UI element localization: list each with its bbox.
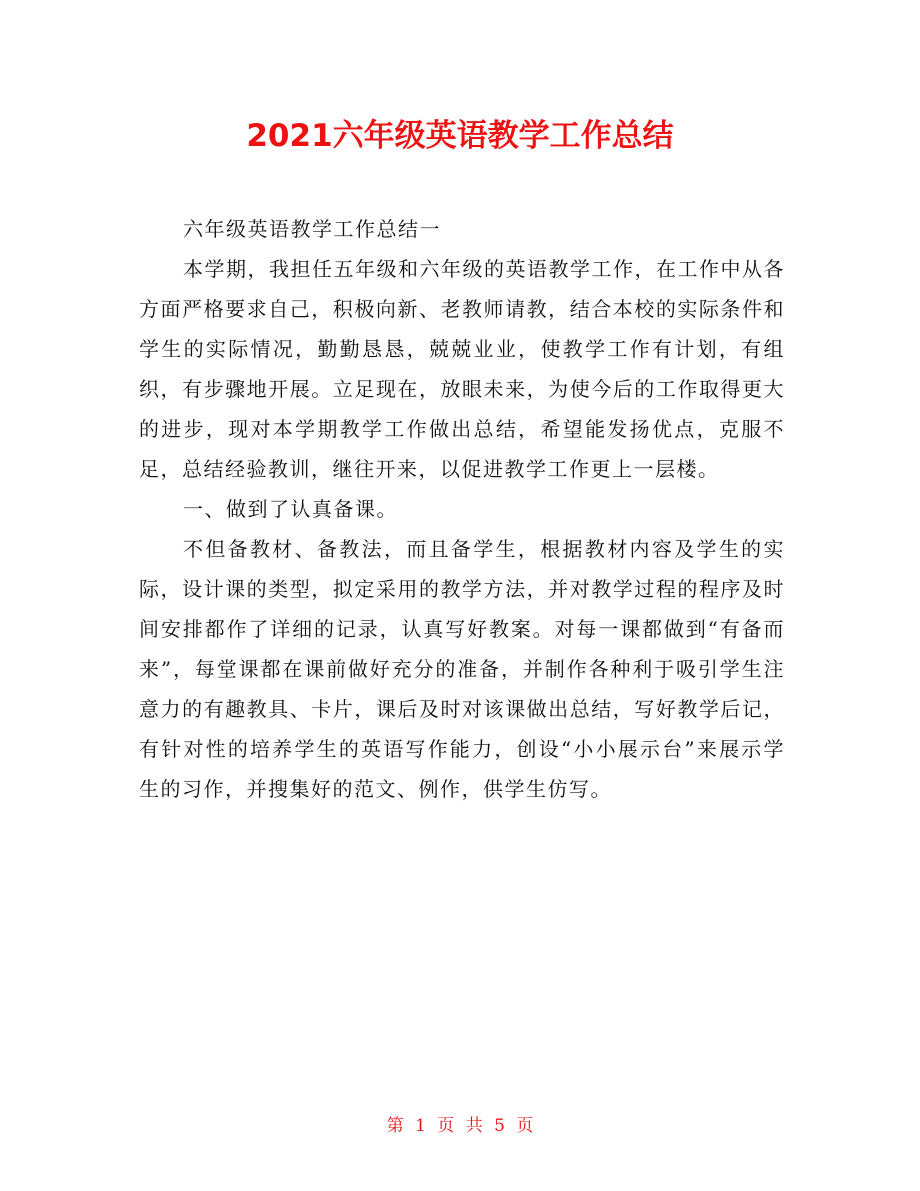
intro-paragraph: 本学期，我担任五年级和六年级的英语教学工作，在工作中从各方面严格要求自己，积极向新、老教师请教，结合本校的实际条件和学生的实际情况，勤勤恳恳，兢兢业业，使教学工作有计划，有组织，有步骤地开展。立足现在，放眼未来，为使今后的工作取得更大的进步，现对本学期教学工作做出总结，希望能发扬优点，克服不足，总结经验教训，继往开来，以促进教学工作更上一层楼。 xyxy=(139,257,785,481)
subsection-heading: 一、做到了认真备课。 xyxy=(183,497,398,521)
document-body xyxy=(139,209,785,809)
body-paragraph: 不但备教材、备教法，而且备学生，根据教材内容及学生的实际，设计课的类型，拟定采用的教学方法，并对教学过程的程序及时间安排都作了详细的记录，认真写好教案。对每一课都做到“有备而来”，每堂课都在课前做好充分的准备，并制作各种利于吸引学生注意力的有趣教具、卡片，课后及时对该课做出总结，写好教学后记，有针对性的培养学生的英语写作能力，创设“小小展示台”来展示学生的习作，并搜集好的范文、例作，供学生仿写。 xyxy=(139,537,785,801)
page-footer: 第 1 页 共 5 页 xyxy=(386,1116,534,1136)
section-heading: 六年级英语教学工作总结一 xyxy=(183,217,441,241)
document-title: 2021六年级英语教学工作总结 xyxy=(246,118,674,154)
